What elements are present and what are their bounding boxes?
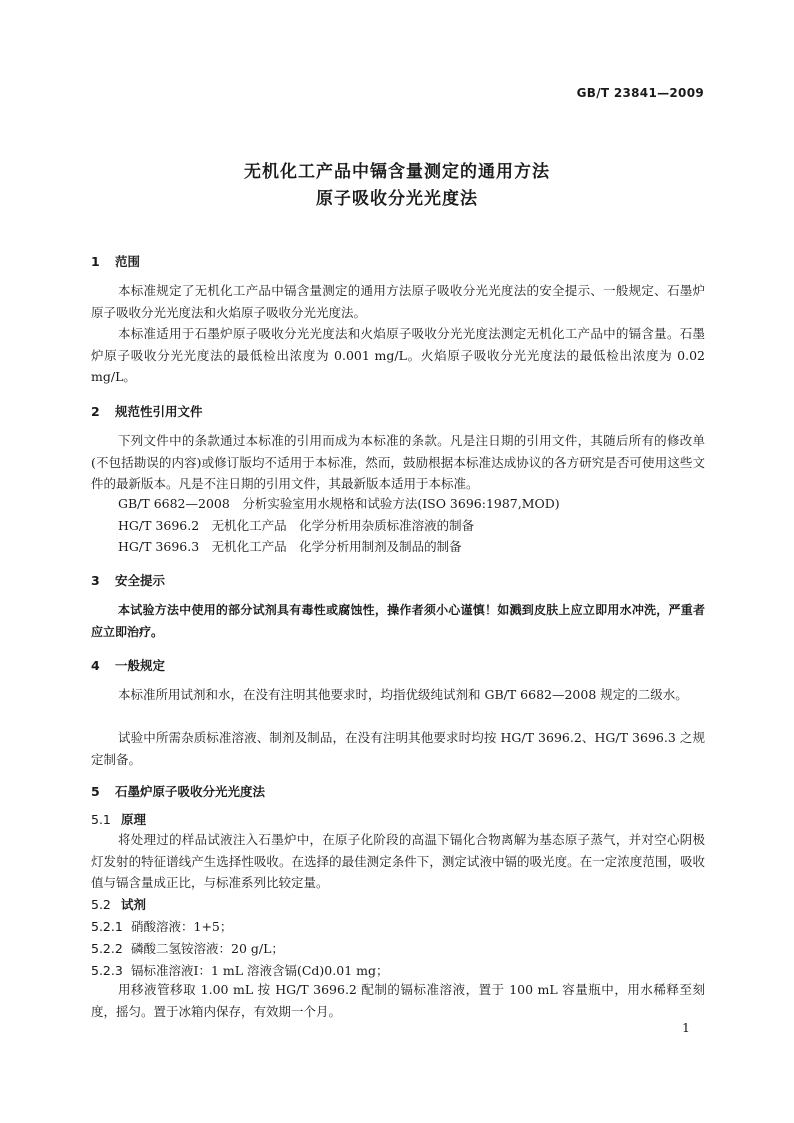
clause-5-2-1 (91, 917, 232, 935)
subsection-number: 5.1 (91, 812, 111, 827)
section-4-paragraph-1: 本标准所用试剂和水，在没有注明其他要求时，均指优级纯试剂和 GB/T 6682—2008 规定的二级水。 (118, 687, 688, 702)
subsection-title: 原理 (121, 812, 147, 827)
section-title: 规范性引用文件 (115, 404, 203, 419)
normative-reference-3: HG/T 3696.3 无机化工产品 化学分析用制剂及制品的制备 (118, 539, 462, 554)
subsection-5-1-paragraph: 将处理过的样品试液注入石墨炉中，在原子化阶段的高温下镉化合物离解为基态原子蒸气，并对空心阴极灯发射的特征谱线产生选择性吸收。在选择的最佳测定条件下，测定试液中镉的吸光度。在一定浓度范围，吸收值与镉含量成正比，与标准系列比较定量。 (91, 832, 705, 890)
clause-text: 磷酸二氢铵溶液：20 g/L； (131, 941, 284, 956)
clause-5-2-3-paragraph: 用移液管移取 1.00 mL 按 HG/T 3696.2 配制的镉标准溶液，置于 100 mL 容量瓶中，用水稀释至刻度，摇匀。置于冰箱内保存，有效期一个月。 (91, 982, 705, 1019)
section-title: 范围 (115, 254, 141, 269)
subsection-5-1-heading (91, 810, 146, 828)
section-number: 3 (91, 573, 100, 588)
section-number: 1 (91, 254, 100, 269)
clause-5-2-3 (91, 961, 388, 979)
safety-warning-text: 本试验方法中使用的部分试剂具有毒性或腐蚀性，操作者须小心谨慎！如溅到皮肤上应立即用水冲洗，严重者应立即治疗。 (91, 603, 705, 639)
section-4-paragraph-2: 试验中所需杂质标准溶液、制剂及制品，在没有注明其他要求时均按 HG/T 3696.2、HG/T 3696.3 之规定制备。 (91, 730, 705, 767)
section-2-paragraph: 下列文件中的条款通过本标准的引用而成为本标准的条款。凡是注日期的引用文件，其随后所有的修改单(不包括勘误的内容)或修订版均不适用于本标准，然而，鼓励根据本标准达成协议的各方研究是否可使用这些文件的最新版本。凡是不注日期的引用文件，其最新版本适用于本标准。 (91, 433, 705, 491)
section-number: 5 (91, 784, 100, 799)
clause-number: 5.2.1 (91, 919, 123, 934)
subsection-title: 试剂 (121, 897, 147, 912)
section-2-heading (91, 402, 203, 420)
page-number: 1 (682, 1020, 690, 1035)
normative-reference-2: HG/T 3696.2 无机化工产品 化学分析用杂质标准溶液的制备 (118, 518, 475, 533)
section-3-heading (91, 571, 165, 589)
standard-code: GB/T 23841—2009 (576, 86, 704, 100)
subsection-number: 5.2 (91, 897, 111, 912)
subsection-5-2-heading (91, 895, 146, 913)
clause-number: 5.2.2 (91, 941, 123, 956)
document-title-line2: 原子吸收分光光度法 (316, 189, 478, 209)
section-4-heading (91, 656, 165, 674)
section-1-paragraph-1: 本标准规定了无机化工产品中镉含量测定的通用方法原子吸收分光光度法的安全提示、一般规定、石墨炉原子吸收分光光度法和火焰原子吸收分光光度法。 (91, 283, 705, 320)
document-title-line1: 无机化工产品中镉含量测定的通用方法 (244, 162, 550, 182)
clause-5-2-2 (91, 939, 284, 957)
section-1-paragraph-2: 本标准适用于石墨炉原子吸收分光光度法和火焰原子吸收分光光度法测定无机化工产品中的镉含量。石墨炉原子吸收分光光度法的最低检出浓度为 0.001 mg/L。火焰原子吸收分光光度法的最低检出浓度为 0.02 mg/L。 (91, 326, 705, 384)
section-5-heading (91, 782, 265, 800)
section-title: 一般规定 (115, 658, 166, 673)
section-title: 石墨炉原子吸收分光光度法 (115, 784, 266, 799)
clause-text: 镉标准溶液Ⅰ：1 mL 溶液含镉(Cd)0.01 mg； (131, 963, 389, 978)
section-number: 4 (91, 658, 100, 673)
normative-reference-1: GB/T 6682—2008 分析实验室用水规格和试验方法(ISO 3696:1987,MOD) (118, 496, 560, 511)
section-1-heading (91, 252, 140, 270)
clause-number: 5.2.3 (91, 963, 123, 978)
clause-text: 硝酸溶液：1+5； (131, 919, 233, 934)
section-title: 安全提示 (115, 573, 166, 588)
section-number: 2 (91, 404, 100, 419)
